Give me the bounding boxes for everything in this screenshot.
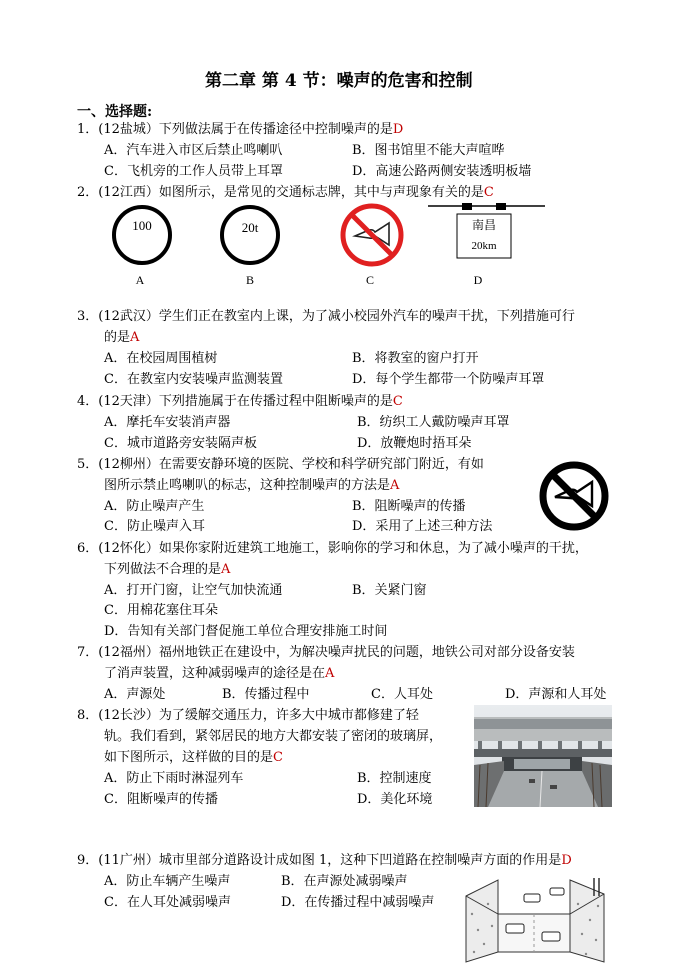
option-b: B．纺织工人戴防噪声耳罩 xyxy=(357,415,510,430)
no-horn-sign-icon xyxy=(343,206,401,264)
option-c: C．人耳处 xyxy=(371,687,433,702)
option-a: A．摩托车安装消声器 xyxy=(104,415,231,430)
distance-sign-icon xyxy=(428,203,545,258)
answer: A xyxy=(130,330,140,345)
traffic-signs-figure xyxy=(100,200,560,295)
option-a: A．防止下雨时淋湿列车 xyxy=(104,771,244,786)
answer: C xyxy=(483,185,494,200)
option-a: A．在校园周围植树 xyxy=(104,351,218,366)
option-d: D．高速公路两侧安装透明板墙 xyxy=(352,164,532,179)
question-5-stem: 5．(12柳州）在需要安静环境的医院、学校和科学研究部门附近，有如 xyxy=(77,457,484,472)
answer: C xyxy=(392,394,403,409)
question-6-stem-cont: 下列做法不合理的是A xyxy=(104,562,231,577)
option-a: A．打开门窗，让空气加快流通 xyxy=(104,583,283,598)
answer: D xyxy=(392,122,404,137)
option-a: A．声源处 xyxy=(104,687,166,702)
sunken-road-figure xyxy=(458,874,610,964)
option-c: C．在教室内安装噪声监测装置 xyxy=(104,372,283,387)
answer: A xyxy=(390,478,400,493)
light-rail-photo xyxy=(474,705,612,807)
question-2-stem: 2．(12江西）如图所示，是常见的交通标志牌，其中与声现象有关的是C xyxy=(77,185,494,200)
option-d: D．放鞭炮时捂耳朵 xyxy=(357,436,472,451)
answer: C xyxy=(273,750,283,765)
question-3-stem-cont: 的是A xyxy=(104,330,140,345)
page-title: 第二章 第 4 节：噪声的危害和控制 xyxy=(205,71,473,91)
option-a: A．防止噪声产生 xyxy=(104,499,205,514)
option-a: A．防止车辆产生噪声 xyxy=(104,874,231,889)
sign-label-a: A xyxy=(135,273,145,287)
option-d: D．声源和人耳处 xyxy=(505,687,607,702)
question-8-stem: 8．(12长沙）为了缓解交通压力，许多大中城市都修建了轻 xyxy=(77,708,419,723)
answer: A xyxy=(221,562,231,577)
sign-b-text: 20t xyxy=(241,220,259,235)
option-b: B．将教室的窗户打开 xyxy=(352,351,479,366)
option-d: D．告知有关部门督促施工单位合理安排施工时间 xyxy=(104,624,388,639)
option-c: C．阻断噪声的传播 xyxy=(104,792,218,807)
answer: A xyxy=(325,666,335,681)
option-a: A．汽车进入市区后禁止鸣喇叭 xyxy=(104,143,283,158)
question-8-stem-cont: 轨。我们看到，紧邻居民的地方大都安装了密闭的玻璃屏， xyxy=(104,729,443,744)
sign-d-line1: 南昌 xyxy=(471,218,497,232)
sign-label-c: C xyxy=(365,273,375,287)
option-d: D．采用了上述三种方法 xyxy=(352,519,493,534)
option-d: D．在传播过程中减弱噪声 xyxy=(281,895,435,910)
option-d: D．美化环境 xyxy=(357,792,433,807)
question-3-stem: 3．(12武汉）学生们正在教室内上课，为了减小校园外汽车的噪声干扰，下列措施可行 xyxy=(77,309,575,324)
sign-d-line2: 20km xyxy=(471,240,497,252)
option-c: C．防止噪声入耳 xyxy=(104,519,205,534)
question-6-stem: 6．(12怀化）如果你家附近建筑工地施工，影响你的学习和休息，为了减小噪声的干扰， xyxy=(77,541,588,556)
option-c: C．飞机旁的工作人员带上耳罩 xyxy=(104,164,283,179)
sign-a-text: 100 xyxy=(132,218,152,233)
weight-limit-sign-icon xyxy=(222,207,278,263)
option-b: B．阻断噪声的传播 xyxy=(352,499,466,514)
question-5-stem-cont: 图所示禁止鸣喇叭的标志，这种控制噪声的方法是A xyxy=(104,478,400,493)
question-9-stem: 9．(11广州）城市里部分道路设计成如图 1，这种下凹道路在控制噪声方面的作用是D xyxy=(77,853,572,868)
sign-label-b: B xyxy=(245,273,255,287)
sign-label-d: D xyxy=(473,273,483,287)
option-b: B．图书馆里不能大声喧哗 xyxy=(352,143,505,158)
no-horn-sign-icon xyxy=(538,460,610,532)
question-4-stem: 4．(12天津）下列措施属于在传播过程中阻断噪声的是C xyxy=(77,394,403,409)
answer: D xyxy=(561,853,572,868)
speed-limit-sign-icon xyxy=(114,207,170,263)
option-d: D．每个学生都带一个防噪声耳罩 xyxy=(352,372,545,387)
option-b: B．控制速度 xyxy=(357,771,432,786)
section-heading: 一、选择题: xyxy=(77,104,153,120)
option-b: B．传播过程中 xyxy=(222,687,310,702)
option-c: C．在人耳处减弱噪声 xyxy=(104,895,231,910)
question-8-stem-cont2: 如下图所示，这样做的目的是C xyxy=(104,750,283,765)
question-7-stem-cont: 了消声装置，这种减弱噪声的途径是在A xyxy=(104,666,335,681)
question-1-stem: 1．(12盐城）下列做法属于在传播途径中控制噪声的是D xyxy=(77,122,404,137)
question-7-stem: 7．(12福州）福州地铁正在建设中，为解决噪声扰民的问题，地铁公司对部分设备安装 xyxy=(77,645,575,660)
option-c: C．用棉花塞住耳朵 xyxy=(104,603,218,618)
option-b: B．关紧门窗 xyxy=(352,583,427,598)
option-c: C．城市道路旁安装隔声板 xyxy=(104,436,257,451)
option-b: B．在声源处减弱噪声 xyxy=(281,874,408,889)
